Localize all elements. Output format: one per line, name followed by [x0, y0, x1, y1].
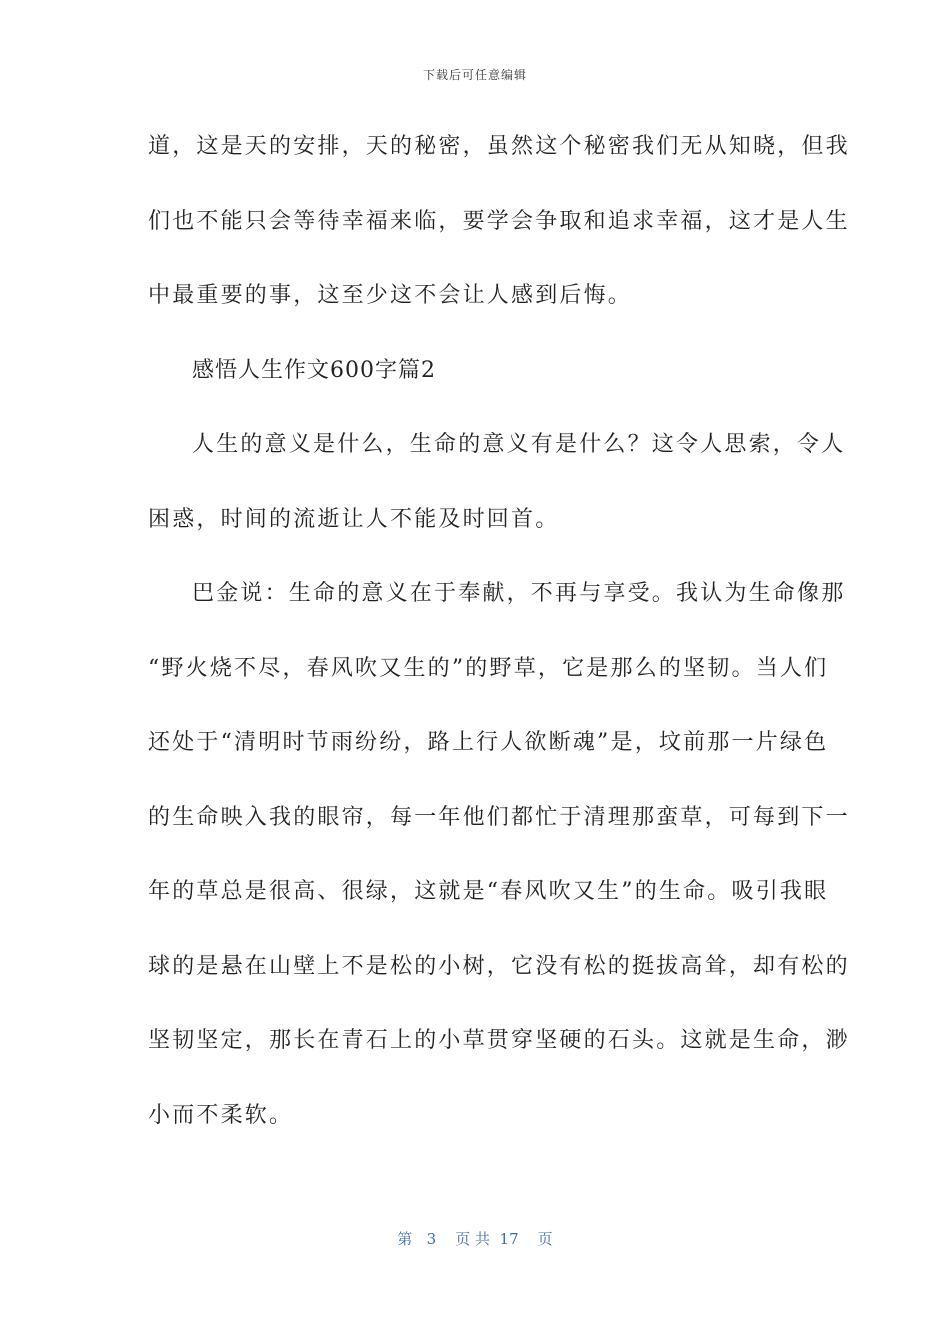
body-line: 中最重要的事，这至少这不会让人感到后悔。: [148, 283, 633, 308]
body-line: 巴金说：生命的意义在于奉献，不再与享受。我认为生命像那: [192, 581, 846, 606]
body-line: 还处于“清明时节雨纷纷，路上行人欲断魂”是，坟前那一片绿色: [148, 730, 829, 755]
body-line: 人生的意义是什么，生命的意义有是什么？这令人思索，令人: [192, 432, 846, 457]
body-line: 道，这是天的安排，天的秘密，虽然这个秘密我们无从知晓，但我: [148, 134, 850, 159]
body-line: 的生命映入我的眼帘，每一年他们都忙于清理那蛮草，可每到下一: [148, 804, 850, 830]
body-line: 年的草总是很高、很绿，这就是“春风吹又生”的生命。吸引我眼: [148, 879, 829, 904]
body-line: 球的是悬在山壁上不是松的小树，它没有松的挺拔高耸，却有松的: [148, 953, 850, 979]
body-line: “野火烧不尽，春风吹又生的”的野草，它是那么的坚韧。当人们: [148, 655, 829, 681]
page-number-footer: 第 3 页 共 17 页: [397, 1230, 553, 1248]
page-header: 下载后可任意编辑: [422, 68, 527, 82]
body-line: 小而不柔软。: [148, 1102, 294, 1128]
document-body: [148, 110, 850, 1153]
body-line: 们也不能只会等待幸福来临，要学会争取和追求幸福，这才是人生: [148, 208, 850, 234]
body-line: 困惑，时间的流逝让人不能及时回首。: [148, 506, 560, 532]
section-heading: 感悟人生作文600字篇2: [192, 357, 436, 383]
body-line: 坚韧坚定，那长在青石上的小草贯穿坚硬的石头。这就是生命，渺: [148, 1028, 850, 1053]
